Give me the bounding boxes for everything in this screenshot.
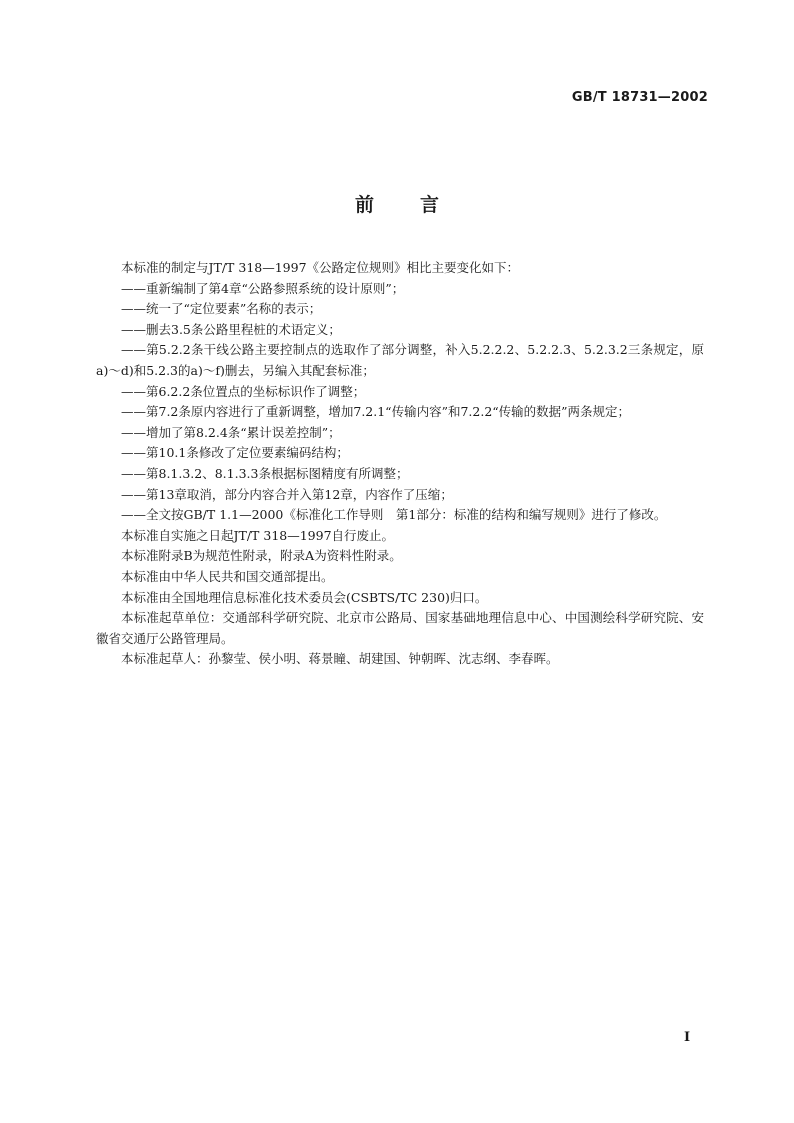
page-title: 前言 — [354, 194, 485, 216]
list-item: ——第8.1.3.2、8.1.3.3条根据标图精度有所调整； — [121, 465, 409, 481]
list-item: ——统一了“定位要素”名称的表示； — [121, 301, 322, 317]
list-item: ——第10.1条修改了定位要素编码结构； — [121, 445, 349, 461]
paragraph-committee: 本标准由全国地理信息标准化技术委员会(CSBTS/TC 230)归口。 — [121, 589, 488, 605]
foreword-body — [96, 258, 704, 670]
paragraph-annexes: 本标准附录B为规范性附录，附录A为资料性附录。 — [121, 548, 402, 564]
paragraph-drafters: 本标准起草人：孙黎莹、侯小明、蒋景瞳、胡建国、钟朝晖、沈志纲、李春晖。 — [121, 651, 559, 667]
list-item: ——删去3.5条公路里程桩的术语定义； — [121, 321, 341, 337]
list-item: ——第13章取消，部分内容合并入第12章，内容作了压缩； — [121, 486, 453, 502]
list-item: ——第6.2.2条位置点的坐标标识作了调整； — [121, 383, 366, 399]
list-item: ——重新编制了第4章“公路参照系统的设计原则”； — [121, 280, 405, 296]
page-number: Ⅰ — [684, 1030, 691, 1045]
list-item: ——增加了第8.2.4条“累计误差控制”； — [121, 424, 341, 440]
list-item: ——第5.2.2条干线公路主要控制点的选取作了部分调整，补入5.2.2.2、5.2.2.3、5.2.3.2三条规定，原a)～d)和5.2.3的a)～f)删去，另编入其配套标准； — [96, 342, 704, 378]
list-item: ——第7.2条原内容进行了重新调整，增加7.2.1“传输内容”和7.2.2“传输的数据”两条规定； — [121, 404, 631, 420]
document-code: GB/T 18731—2002 — [571, 90, 708, 105]
paragraph-proposer: 本标准由中华人民共和国交通部提出。 — [121, 568, 334, 584]
paragraph-drafting-units: 本标准起草单位：交通部科学研究院、北京市公路局、国家基础地理信息中心、中国测绘科学研究院、安徽省交通厅公路管理局。 — [96, 610, 704, 646]
paragraph-supersession: 本标准自实施之日起JT/T 318—1997自行废止。 — [121, 527, 395, 543]
list-item: ——全文按GB/T 1.1—2000《标准化工作导则 第1部分：标准的结构和编写规则》进行了修改。 — [121, 507, 667, 523]
paragraph-intro: 本标准的制定与JT/T 318—1997《公路定位规则》相比主要变化如下： — [121, 260, 520, 275]
